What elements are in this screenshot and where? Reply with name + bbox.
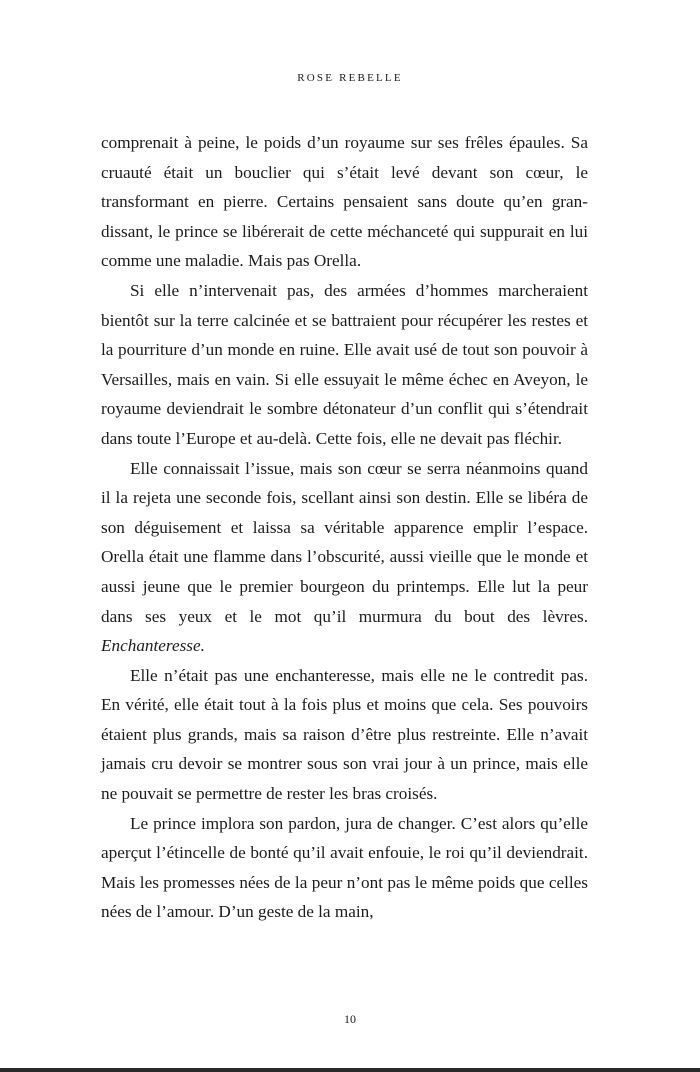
paragraph-3	[101, 454, 588, 661]
page-number: 10	[344, 1012, 356, 1026]
paragraph-5: Le prince implora son pardon, jura de changer. C’est alors qu’elle aperçut l’étincelle de bonté qu’il avait enfouie, le roi qu’il deviendrait. Mais les promesses nées de la peur n’ont pas le même poids que celles nées de l’amour. D’un geste de la main,	[101, 813, 588, 922]
paragraph-4: Elle n’était pas une enchanteresse, mais elle ne le contredit pas. En vérité, elle était tout à la fois plus et moins que cela. Ses pouvoirs étaient plus grands, mais sa raison d’être plus restreinte. Elle n’avait jamais cru devoir se montrer sous son vrai jour à un prince, mais elle ne pouvait se permettre de rester les bras croisés.	[101, 665, 588, 804]
paragraph-1: comprenait à peine, le poids d’un royaume sur ses frêles épaules. Sa cruauté était un bouclier qui s’était levé devant son cœur, le transformant en pierre. Certains pensaient sans doute qu’en grandissant, le prince se libérerait de cette méchanceté qui suppurait en lui comme une maladie. Mais pas Orella.	[101, 133, 588, 271]
running-head: ROSE REBELLE	[297, 72, 403, 84]
paragraph-2: Si elle n’intervenait pas, des armées d’hommes marcheraient bientôt sur la terre calcinée et se battraient pour récupérer les restes et la pourriture d’un monde en ruine. Elle avait usé de tout son pouvoir à Versailles, mais en vain. Si elle essuyait le même échec en Aveyon, le royaume deviendrait le sombre détonateur d’un conflit qui s’étendrait dans toute l’Europe et au-delà. Cette fois, elle ne devait pas fléchir.	[101, 280, 588, 448]
paragraph-3-text: Elle connaissait l’issue, mais son cœur se serra néanmoins quand il la rejeta une seconde fois, scellant ainsi son destin. Elle se libéra de son déguisement et laissa sa véritable apparence emplir l’espace. Orella était une flamme dans l’obscurité, aussi vieille que le monde et aussi jeune que le premier bourgeon du printemps. Elle lut la peur dans ses yeux et le mot qu’il murmura du bout des lèvres.	[101, 458, 588, 626]
body-text	[101, 128, 588, 927]
paragraph-3-emphasis: Enchanteresse.	[101, 636, 205, 656]
page-bottom-edge	[0, 1068, 700, 1072]
